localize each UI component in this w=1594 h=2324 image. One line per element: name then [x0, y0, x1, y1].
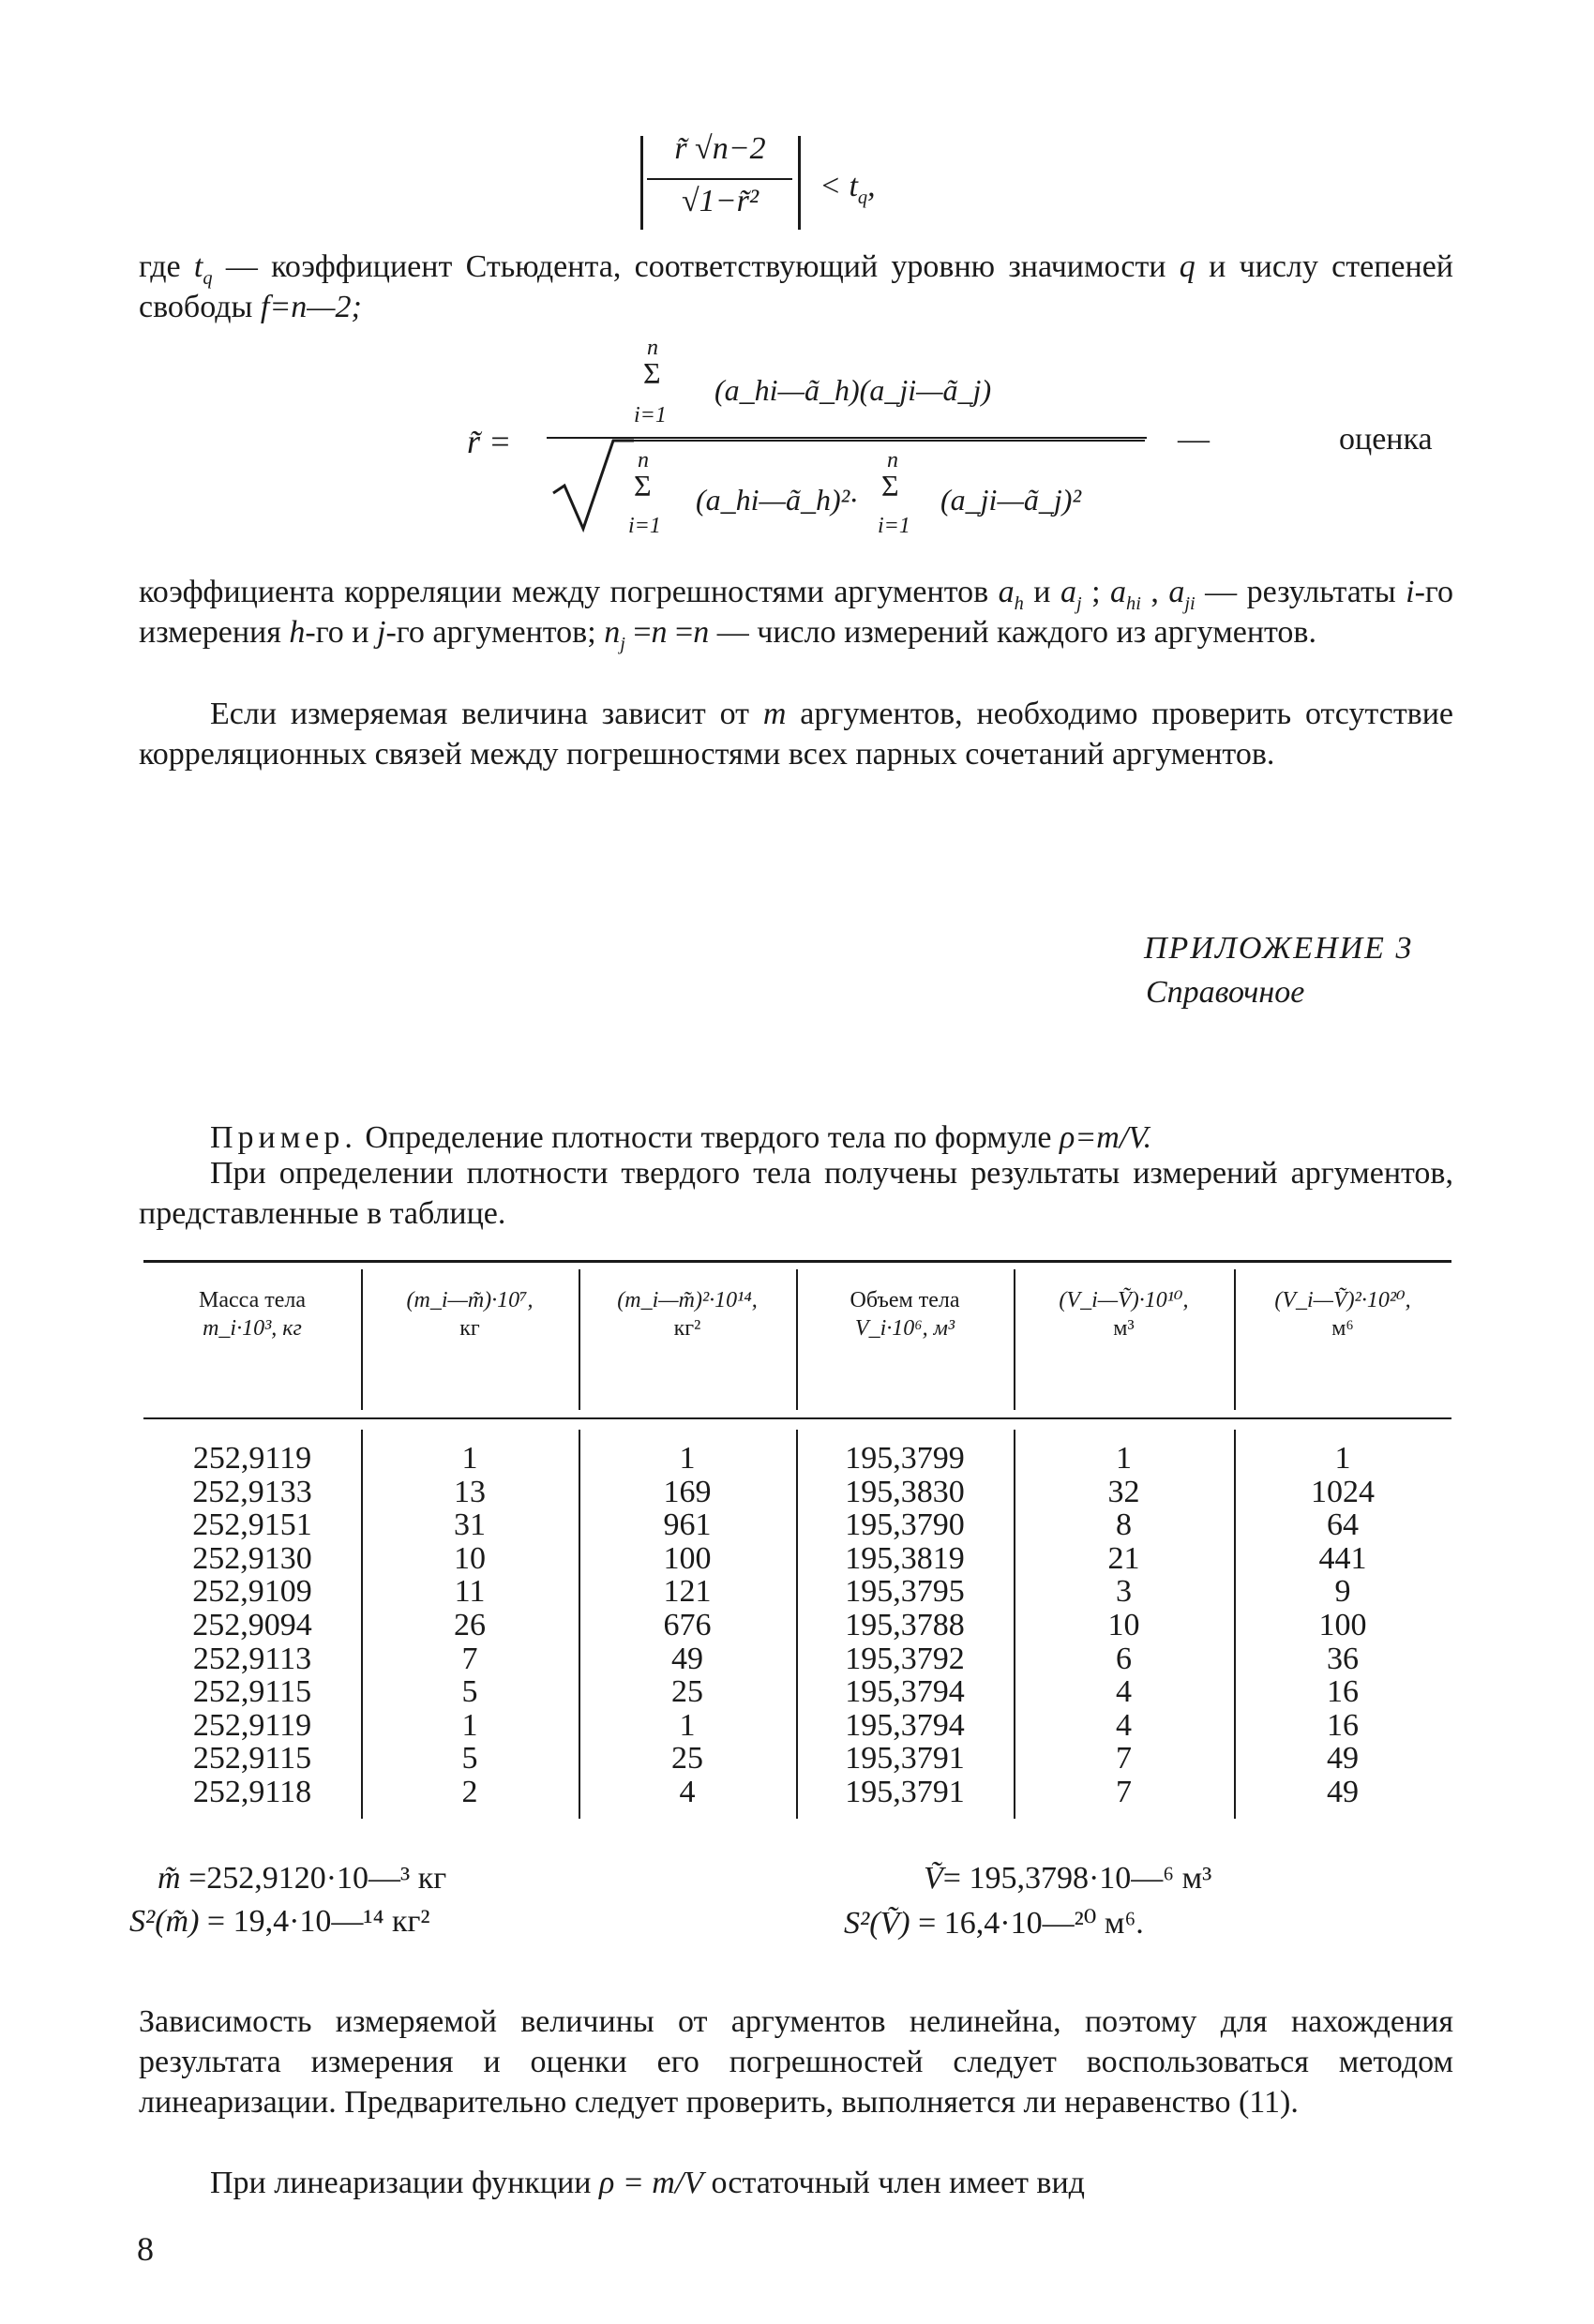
table-cell: 195,3792 — [845, 1641, 965, 1676]
p2-ahi-sub: hi — [1126, 592, 1141, 614]
table-cell: 7 — [1116, 1741, 1132, 1777]
formula-top-relation-sub: q — [857, 187, 868, 208]
table-header-rule — [143, 1417, 1451, 1419]
table-column-mass — [143, 1442, 361, 1809]
table-cell: 26 — [454, 1607, 486, 1642]
table-cell: 1 — [1116, 1441, 1132, 1476]
paragraph-m-arguments — [139, 694, 1453, 774]
p2-t2: и — [1023, 575, 1060, 609]
table-cell: 195,3790 — [845, 1507, 965, 1543]
formula-top-tail: , — [867, 169, 876, 203]
paragraph-correlation — [139, 572, 1453, 652]
table-cell: 252,9133 — [192, 1474, 312, 1509]
table-cell: 9 — [1334, 1574, 1351, 1610]
table-cell: 676 — [663, 1607, 712, 1642]
p5-t2: остаточный член имеет вид — [703, 2166, 1085, 2200]
formula-top-relation — [820, 169, 876, 208]
den-expr2: (a_ji—ã_j)² — [940, 483, 1082, 517]
num-sum-top: n — [647, 336, 658, 360]
table-cell: 13 — [454, 1474, 486, 1509]
p3-m: m — [762, 697, 787, 731]
p2-t9: = — [624, 615, 652, 650]
p2-aj: a — [1060, 575, 1076, 609]
p2-nj-sub: j — [620, 633, 625, 654]
paragraph-linearization: Зависимость измеряемой величины от аргументов нелинейна, поэтому для нахождения результата измерения и оценки его погрешностей следует воспользоваться методом линеаризации. Предварительно следует проверить, выполняется ли неравенство (11). — [139, 2004, 1453, 2120]
table-cell: 25 — [671, 1674, 703, 1710]
p2-aji: a — [1168, 575, 1185, 609]
th-line2: m_i·10³, кг — [203, 1316, 302, 1341]
paragraph-example — [139, 1117, 1453, 1158]
appendix-title: ПРИЛОЖЕНИЕ 3 — [1144, 931, 1414, 966]
example-t1: Определение плотности твердого тела по формуле — [356, 1120, 1060, 1155]
table-cell: 1024 — [1311, 1474, 1375, 1509]
formula-top-numerator: r̃ √n−2 — [674, 131, 766, 166]
p2-t11: — число измерений каждого из аргументов. — [709, 615, 1316, 650]
p2-n1: n — [651, 615, 668, 650]
result-mass-variance — [129, 1904, 430, 1940]
table-header-cell — [1234, 1286, 1451, 1342]
den-expr1: (a_hi—ã_h)²· — [696, 483, 858, 517]
num-sum-bottom: i=1 — [634, 403, 667, 427]
den-sum2-top: n — [887, 448, 898, 472]
table-cell: 1 — [461, 1707, 478, 1743]
table-cell: 195,3799 — [845, 1441, 965, 1476]
formula-r-fraction-line — [547, 437, 1147, 439]
table-cell: 100 — [1318, 1607, 1367, 1642]
table-cell: 4 — [1116, 1674, 1132, 1710]
formula-top-fraction-line — [647, 178, 792, 180]
num-expr: (a_hi—ã_h)(a_ji—ã_j) — [714, 373, 992, 407]
p2-aj-sub: j — [1075, 592, 1082, 614]
mass-mean-symbol: m̃ — [158, 1861, 181, 1896]
table-column-volume — [796, 1442, 1014, 1809]
th-line2: V_i·10⁶, м³ — [854, 1316, 955, 1341]
p2-n2: n — [693, 615, 710, 650]
table-cell: 100 — [663, 1540, 712, 1576]
table-cell: 7 — [461, 1641, 478, 1676]
volume-variance-value: = 16,4·10—²⁰ м⁶. — [910, 1906, 1144, 1941]
table-cell: 49 — [671, 1641, 703, 1676]
p1-t2: — коэффициент Стьюдента, соответствующий уровню значимости — [212, 249, 1180, 284]
table-cell: 252,9113 — [192, 1641, 312, 1676]
p1-t1: где — [139, 249, 194, 284]
table-cell: 1 — [679, 1707, 696, 1743]
table-column-mass-dev — [361, 1442, 579, 1809]
table-header-cell — [143, 1286, 361, 1342]
paragraph-example-results: При определении плотности твердого тела получены результаты измерений аргументов, представленные в таблице. — [139, 1156, 1453, 1231]
table-header-cell — [579, 1286, 796, 1342]
formula-r-label: оценка — [1339, 422, 1433, 457]
table-cell: 7 — [1116, 1774, 1132, 1809]
table-cell: 6 — [1116, 1641, 1132, 1676]
p2-h: h — [289, 615, 306, 650]
formula-top-relation-text: < t — [820, 169, 858, 203]
table-cell: 36 — [1327, 1641, 1359, 1676]
volume-mean-symbol: Ṽ — [924, 1861, 943, 1896]
table-cell: 11 — [454, 1574, 486, 1610]
abs-bar-left — [640, 136, 643, 230]
table-cell: 195,3791 — [845, 1774, 965, 1809]
th-line1: (m_i—m̃)·10⁷, — [406, 1288, 534, 1312]
mass-variance-symbol: S²(m̃) — [129, 1904, 200, 1939]
th-line1: (m_i—m̃)²·10¹⁴, — [617, 1288, 758, 1312]
table-cell: 32 — [1107, 1474, 1140, 1509]
p2-t6: -го измерения — [139, 575, 1454, 650]
p1-t3: и числу степеней свободы — [139, 249, 1453, 324]
table-cell: 252,9118 — [192, 1774, 312, 1809]
th-line2: м³ — [1113, 1316, 1135, 1341]
th-line2: кг — [459, 1316, 480, 1341]
p3-t2: аргументов, необходимо проверить отсутствие корреляционных связей между погрешностями всех парных сочетаний аргументов. — [139, 697, 1454, 772]
abs-bar-right — [798, 136, 801, 230]
den-sum2-bottom: i=1 — [878, 514, 910, 538]
p2-i: i — [1406, 575, 1415, 609]
p2-ahi: a — [1110, 575, 1127, 609]
table-cell: 4 — [1116, 1707, 1132, 1743]
p2-t7: -го и — [305, 615, 377, 650]
table-top-rule — [143, 1260, 1451, 1263]
table-cell: 10 — [1107, 1607, 1140, 1642]
table-cell: 252,9119 — [192, 1441, 312, 1476]
table-column-mass-dev-sq — [579, 1442, 796, 1809]
table-cell: 195,3795 — [845, 1574, 965, 1610]
table-cell: 195,3788 — [845, 1607, 965, 1642]
table-header-cell — [796, 1286, 1014, 1342]
appendix-subtitle: Справочное — [1146, 975, 1305, 1010]
table-cell: 195,3830 — [845, 1474, 965, 1509]
p2-t1: коэффициента корреляции между погрешностями аргументов — [139, 575, 999, 609]
num-sum-sigma: Σ — [643, 356, 661, 390]
table-cell: 252,9109 — [192, 1574, 312, 1610]
table-cell: 252,9115 — [192, 1674, 312, 1710]
mass-mean-value: =252,9120·10—³ кг — [180, 1861, 447, 1896]
p1-tq-sub: q — [203, 267, 213, 289]
paragraph-student-coefficient — [139, 247, 1453, 327]
p1-f: f=n—2; — [260, 290, 362, 324]
p2-t5: — результаты — [1195, 575, 1406, 609]
p1-q: q — [1179, 249, 1196, 284]
table-cell: 195,3794 — [845, 1674, 965, 1710]
table-column-volume-dev-sq — [1234, 1442, 1451, 1809]
table-cell: 5 — [461, 1741, 478, 1777]
table-cell: 16 — [1327, 1707, 1359, 1743]
table-cell: 1 — [1334, 1441, 1351, 1476]
table-cell: 252,9151 — [192, 1507, 312, 1543]
th-line1: (V_i—Ṽ)·10¹⁰, — [1059, 1288, 1189, 1312]
table-cell: 64 — [1327, 1507, 1359, 1543]
table-cell: 195,3794 — [845, 1707, 965, 1743]
den-sum1-bottom: i=1 — [628, 514, 661, 538]
th-line1: Масса тела — [198, 1288, 306, 1312]
th-line1: Объем тела — [850, 1288, 960, 1312]
th-line2: кг² — [673, 1316, 701, 1341]
formula-top-denominator: √1−r̃² — [681, 184, 759, 218]
table-cell: 195,3791 — [845, 1741, 965, 1777]
table-cell: 252,9115 — [192, 1741, 312, 1777]
p2-aji-sub: ji — [1184, 592, 1196, 614]
volume-mean-value: = 195,3798·10—⁶ м³ — [942, 1861, 1212, 1896]
th-line1: (V_i—Ṽ)²·10²⁰, — [1274, 1288, 1411, 1312]
table-cell: 2 — [461, 1774, 478, 1809]
table-header-cell — [1014, 1286, 1234, 1342]
table-cell: 961 — [663, 1507, 712, 1543]
paragraph-residual-term — [139, 2163, 1453, 2203]
den-sum2-sigma: Σ — [881, 469, 899, 502]
p2-ah-sub: h — [1014, 592, 1024, 614]
example-label: Пример. — [210, 1120, 357, 1155]
table-cell: 169 — [663, 1474, 712, 1509]
table-cell: 252,9119 — [192, 1707, 312, 1743]
table-header-cell — [361, 1286, 579, 1342]
table-cell: 5 — [461, 1674, 478, 1710]
page-number: 8 — [137, 2230, 154, 2268]
table-cell: 4 — [679, 1774, 696, 1809]
radical-sign — [551, 439, 636, 532]
formula-r-dash: — — [1178, 422, 1210, 457]
p2-ah: a — [998, 575, 1015, 609]
p2-nj: n — [604, 615, 621, 650]
radical-overline — [634, 440, 1145, 442]
mass-variance-value: = 19,4·10—¹⁴ кг² — [199, 1904, 430, 1939]
result-volume-variance — [844, 1904, 1144, 1942]
table-cell: 1 — [679, 1441, 696, 1476]
table-column-volume-dev — [1014, 1442, 1234, 1809]
table-cell: 441 — [1318, 1540, 1367, 1576]
p2-j: j — [377, 615, 386, 650]
table-cell: 252,9130 — [192, 1540, 312, 1576]
table-cell: 252,9094 — [192, 1607, 312, 1642]
table-cell: 195,3819 — [845, 1540, 965, 1576]
th-line2: м⁶ — [1331, 1316, 1354, 1341]
p5-t1: При линеаризации функции — [210, 2166, 599, 2200]
table-cell: 21 — [1107, 1540, 1140, 1576]
p5-formula: ρ = m/V — [599, 2166, 704, 2200]
p2-t10: = — [667, 615, 694, 650]
table-cell: 16 — [1327, 1674, 1359, 1710]
volume-variance-symbol: S²(Ṽ) — [844, 1906, 910, 1941]
den-sum1-top: n — [638, 448, 649, 472]
table-cell: 31 — [454, 1507, 486, 1543]
table-cell: 10 — [454, 1540, 486, 1576]
p3-t1: Если измеряемая величина зависит от — [210, 697, 763, 731]
table-cell: 3 — [1116, 1574, 1132, 1610]
table-cell: 8 — [1116, 1507, 1132, 1543]
p1-tq: t — [193, 249, 203, 284]
table-cell: 49 — [1327, 1774, 1359, 1809]
table-cell: 121 — [663, 1574, 712, 1610]
example-formula: ρ=m/V. — [1060, 1120, 1152, 1155]
den-sum1-sigma: Σ — [634, 469, 652, 502]
result-mass-mean — [158, 1861, 446, 1897]
result-volume-mean — [924, 1861, 1211, 1897]
table-cell: 25 — [671, 1741, 703, 1777]
p2-t8: -го аргументов; — [385, 615, 605, 650]
table-cell: 1 — [461, 1441, 478, 1476]
formula-r-lhs: r̃ = — [467, 423, 512, 460]
table-cell: 49 — [1327, 1741, 1359, 1777]
p2-t4: , — [1140, 575, 1169, 609]
p2-t3: ; — [1081, 575, 1111, 609]
